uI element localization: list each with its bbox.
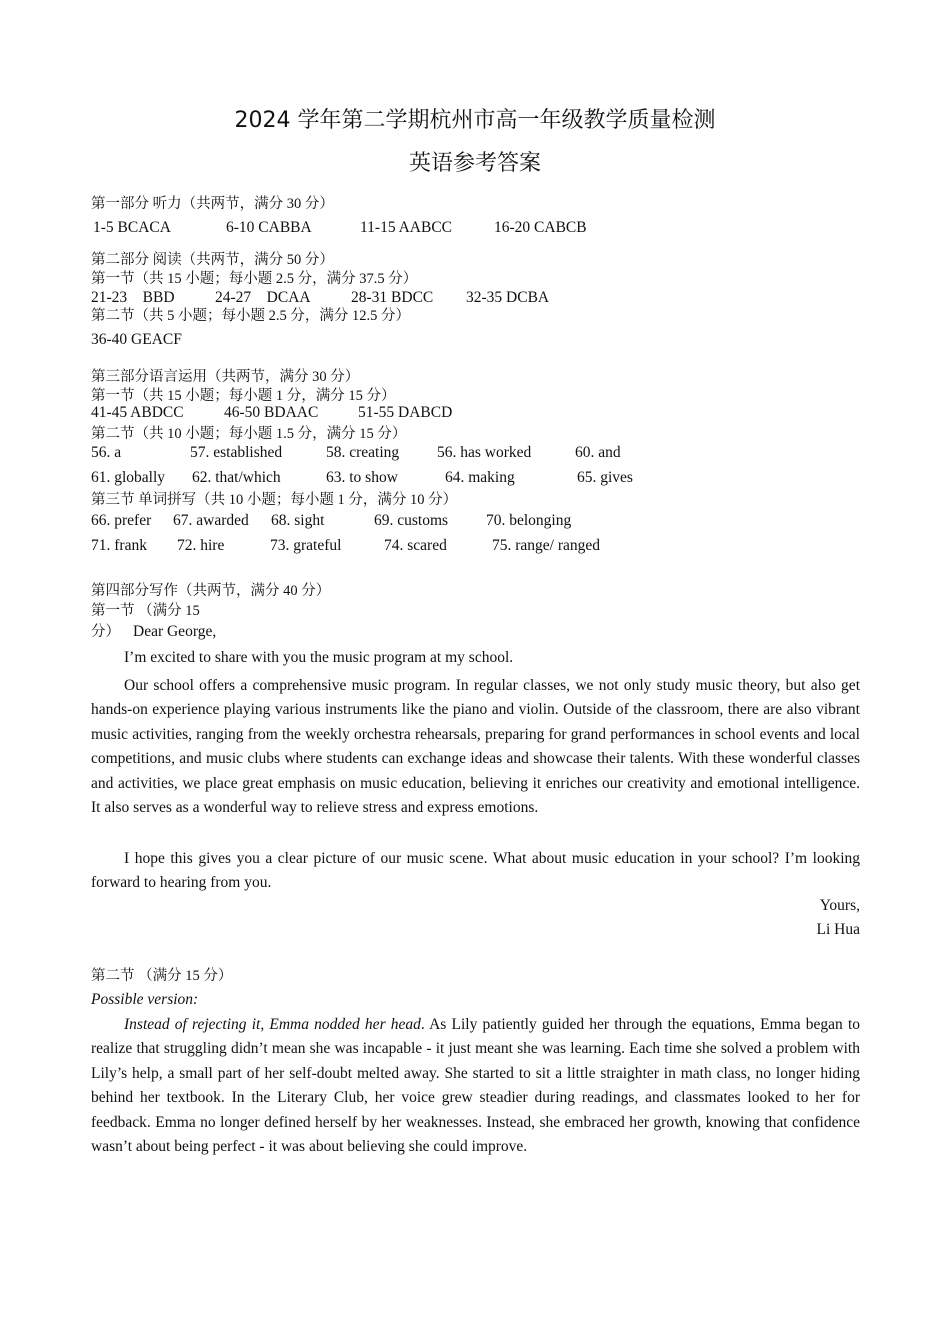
part1-heading: 第一部分 听力（共两节，满分 30 分）: [91, 196, 334, 212]
answer-item: 72. hire: [177, 537, 225, 554]
part3-heading: 第三部分语言运用（共两节，满分 30 分）: [91, 369, 360, 385]
part4-sec1-heading-cont: 分）: [91, 624, 120, 640]
story-paragraph: [91, 1013, 860, 1159]
answer-group: 21-23 BBD: [91, 289, 175, 306]
part4-sec1-heading: 第一节 （满分 15: [91, 603, 200, 619]
answer-item: 70. belonging: [486, 512, 572, 529]
answer-group: 6-10 CABBA: [226, 219, 312, 236]
part2-sec1-heading: 第一节（共 15 小题；每小题 2.5 分，满分 37.5 分）: [91, 271, 418, 287]
letter-paragraph: I’m excited to share with you the music program at my school.: [124, 649, 514, 666]
answer-item: 71. frank: [91, 537, 147, 554]
answer-item: 60. and: [575, 444, 621, 461]
letter-signature: Li Hua: [816, 921, 860, 938]
letter-paragraph: Our school offers a comprehensive music program. In regular classes, we not only study music theory, but also get hands-on experience playing various instruments like the piano and violin. Outside of the classroom, there are also vibrant music activities, ranging from the weekly orchestra rehearsals, preparing for grand performances in school events and local competitions, and music clubs where students can exchange ideas and showcase their talents. With these wonderful classes and activities, we place great emphasis on music education, believing it enriches our creativity and emotional intelligence. It also serves as a wonderful way to relieve stress and express emotions.: [91, 677, 860, 817]
possible-version-label: Possible version:: [91, 991, 199, 1008]
answer-item: 64. making: [445, 469, 515, 486]
answer-group: 32-35 DCBA: [466, 289, 550, 306]
letter-greeting: Dear George,: [133, 623, 217, 640]
answer-item: 56. a: [91, 444, 122, 461]
answer-group: 28-31 BDCC: [351, 289, 434, 306]
answer-item: 61. globally: [91, 469, 166, 486]
part3-sec2-heading: 第二节（共 10 小题；每小题 1.5 分，满分 15 分）: [91, 426, 407, 442]
answer-group: 36-40 GEACF: [91, 331, 182, 348]
answer-group: 1-5 BCACA: [93, 219, 171, 236]
part4-heading: 第四部分写作（共两节，满分 40 分）: [91, 583, 331, 599]
answer-group: 11-15 AABCC: [360, 219, 453, 236]
answer-item: 73. grateful: [270, 537, 342, 554]
answer-item: 63. to show: [326, 469, 398, 486]
answer-group: 41-45 ABDCC: [91, 404, 184, 421]
answer-item: 58. creating: [326, 444, 400, 461]
story-continuation: . As Lily patiently guided her through the equations, Emma began to realize that struggling didn’t mean she was incapable - it just meant she was learning. Each time she solved a problem with Lily’s help, a small part of her self-doubt melted away. She started to sit a little straighter in math class, no longer hiding behind her textbook. In the Literary Club, her voice grew steadier during readings, and classmates looked to her for feedback. Emma no longer defined herself by her weaknesses. Instead, she embraced her growth, knowing that confidence wasn’t about being perfect - it was about believing she could improve.: [91, 1016, 861, 1156]
answer-item: 62. that/which: [192, 469, 281, 486]
answer-group: 16-20 CABCB: [494, 219, 587, 236]
answer-group: 46-50 BDAAC: [224, 404, 319, 421]
answer-item: 67. awarded: [173, 512, 249, 529]
answer-group: 51-55 DABCD: [358, 404, 453, 421]
answer-item: 68. sight: [271, 512, 325, 529]
answer-item: 75. range/ ranged: [492, 537, 601, 554]
answer-item: 56. has worked: [437, 444, 532, 461]
answer-item: 57. established: [190, 444, 283, 461]
answer-item: 69. customs: [374, 512, 449, 529]
part4-sec2-heading: 第二节 （满分 15 分）: [91, 968, 233, 984]
part3-sec1-heading: 第一节（共 15 小题；每小题 1 分，满分 15 分）: [91, 388, 396, 404]
answer-item: 66. prefer: [91, 512, 152, 529]
letter-paragraph: I hope this gives you a clear picture of our music scene. What about music education in your school? I’m looking forward to hearing from you.: [91, 850, 860, 892]
page-title: 2024 学年第二学期杭州市高一年级教学质量检测: [234, 108, 716, 133]
page-subtitle: 英语参考答案: [408, 151, 541, 176]
story-given-sentence: Instead of rejecting it, Emma nodded her head: [124, 1016, 421, 1033]
letter-closing: Yours,: [819, 897, 860, 914]
part2-heading: 第二部分 阅读（共两节，满分 50 分）: [91, 252, 334, 268]
answer-item: 74. scared: [384, 537, 447, 554]
part2-sec2-heading: 第二节（共 5 小题；每小题 2.5 分，满分 12.5 分）: [91, 308, 410, 324]
answer-group: 24-27 DCAA: [215, 289, 311, 306]
answer-item: 65. gives: [577, 469, 633, 486]
part3-sec3-heading: 第三节 单词拼写（共 10 小题；每小题 1 分，满分 10 分）: [91, 492, 458, 508]
